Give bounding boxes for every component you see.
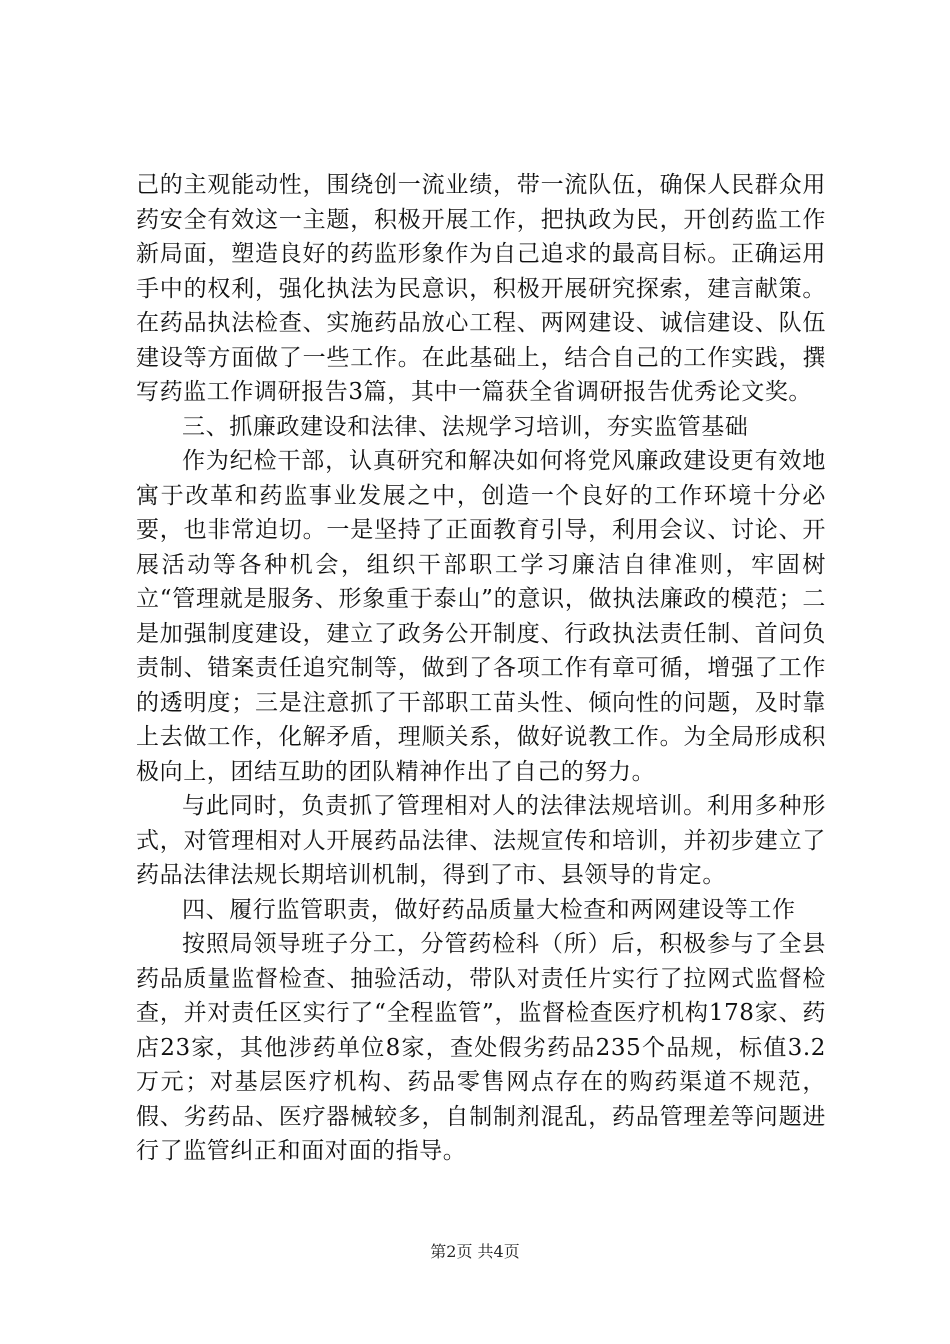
body-paragraph: 与此同时，负责抓了管理相对人的法律法规培训。利用多种形式，对管理相对人开展药品法律、法规宣传和培训，并初步建立了药品法律法规长期培训机制，得到了市、县领导的肯定。 bbox=[136, 793, 826, 888]
document-body bbox=[136, 168, 826, 1169]
section-heading-3: 三、抓廉政建设和法律、法规学习培训，夯实监管基础 bbox=[182, 413, 749, 440]
section-heading-4: 四、履行监管职责，做好药品质量大检查和两网建设等工作 bbox=[182, 896, 796, 923]
page-number-footer: 第2页 共4页 bbox=[430, 1242, 520, 1261]
body-paragraph: 己的主观能动性，围绕创一流业绩，带一流队伍，确保人民群众用药安全有效这一主题，积极开展工作，把执政为民，开创药监工作新局面，塑造良好的药监形象作为自己追求的最高目标。正确运用手中的权利，强化执法为民意识，积极开展研究探索，建言献策。在药品执法检查、实施药品放心工程、两网建设、诚信建设、队伍建设等方面做了一些工作。在此基础上，结合自己的工作实践，撰写药监工作调研报告3篇，其中一篇获全省调研报告优秀论文奖。 bbox=[136, 172, 826, 405]
body-paragraph: 按照局领导班子分工，分管药检科（所）后，积极参与了全县药品质量监督检查、抽验活动，带队对责任片实行了拉网式监督检查，并对责任区实行了“全程监管”，监督检查医疗机构178家、药店23家，其他涉药单位8家，查处假劣药品235个品规，标值3.2万元；对基层医疗机构、药品零售网点存在的购药渠道不规范，假、劣药品、医疗器械较多，自制制剂混乱，药品管理差等问题进行了监管纠正和面对面的指导。 bbox=[136, 931, 826, 1164]
body-paragraph: 作为纪检干部，认真研究和解决如何将党风廉政建设更有效地寓于改革和药监事业发展之中，创造一个良好的工作环境十分必要，也非常迫切。一是坚持了正面教育引导，利用会议、讨论、开展活动等各种机会，组织干部职工学习廉洁自律准则，牢固树立“管理就是服务、形象重于泰山”的意识，做执法廉政的模范；二是加强制度建设，建立了政务公开制度、行政执法责任制、首问负责制、错案责任追究制等，做到了各项工作有章可循，增强了工作的透明度；三是注意抓了干部职工苗头性、倾向性的问题，及时靠上去做工作，化解矛盾，理顺关系，做好说教工作。为全局形成积极向上，团结互助的团队精神作出了自己的努力。 bbox=[136, 448, 826, 785]
